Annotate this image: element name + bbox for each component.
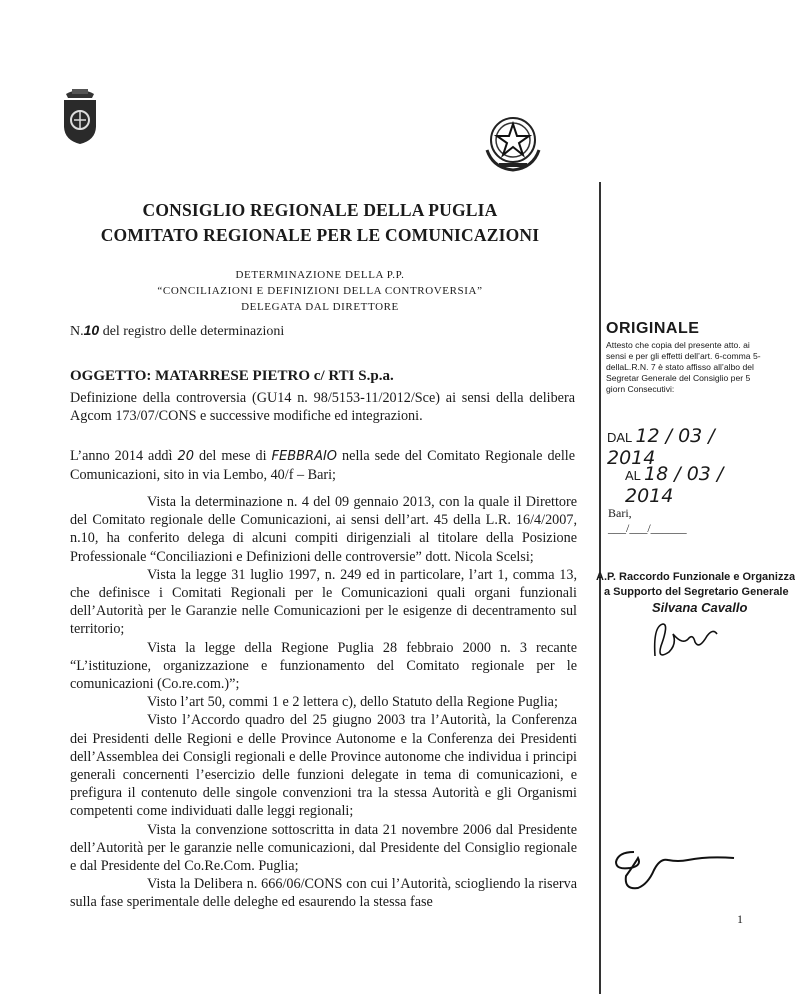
institution-title: CONSIGLIO REGIONALE DELLA PUGLIA <box>142 200 498 220</box>
original-note: Attesto che copia del presente atto. ai sensi e per gli effetti dell’art. 6-comma 5-dellaL.R.N. 7 è stato affisso all’albo del Segretar Generale del Consiglio per 5 giorn Consecutivi: <box>606 340 761 394</box>
subject-label: OGGETTO: MATARRESE PIETRO c/ RTI S.p.a. <box>70 368 394 384</box>
signature-icon <box>643 616 723 666</box>
al-label: AL <box>625 468 641 483</box>
dal-label: DAL <box>607 430 632 445</box>
register-value: 10 <box>83 322 100 338</box>
register-suffix: del registro delle determinazioni <box>102 324 285 339</box>
determination-line: DETERMINAZIONE DELLA P.P. <box>235 269 405 281</box>
date-mid: del mese di <box>199 448 267 464</box>
dal-date: 12 / 03 / 2014 <box>607 425 715 469</box>
paragraph: Visto l’Accordo quadro del 25 giugno 2003 tra l’Autorità, la Conferenza dei Presidenti delle Regioni e delle Province Autonome e la Conferenza dei Presidenti dell’Assemblea dei Consigli regionali e delle Province autonome che individua i principi generali concernenti l’esercizio delle funzioni delegate in tema di comunicazioni, e prefigura il contenuto delle singole convenzioni tra la stessa Autorità e gli Organismi competenti come individuati dalle leggi regionali; <box>70 712 577 820</box>
register-prefix: N. <box>70 324 84 339</box>
page-number: 1 <box>737 912 743 926</box>
paragraph: Visto l’art 50, commi 1 e 2 lettera c), dello Statuto della Regione Puglia; <box>147 694 558 711</box>
stamp-line: a Supporto del Segretario Generale <box>604 586 789 598</box>
body-paragraphs <box>70 493 577 912</box>
initials-signature-icon <box>608 838 738 898</box>
margin-rule <box>599 182 601 994</box>
al-date: 18 / 03 / 2014 <box>625 463 724 507</box>
date-month: FEBBRAIO <box>271 449 338 464</box>
register-number <box>70 322 284 340</box>
bari-label: Bari, <box>608 506 632 520</box>
stamp-line: A.P. Raccordo Funzionale e Organizza <box>596 571 795 583</box>
date-post: nella sede del Comitato Regionale delle Comunicazioni, sito in via Lembo, 40/f – Bari; <box>70 448 576 484</box>
determination-line: “CONCILIAZIONI E DEFINIZIONI DELLA CONTROVERSIA” <box>157 285 483 297</box>
paragraph: Vista la Delibera n. 666/06/CONS con cui l’Autorità, sciogliendo la riserva sulla fase sperimentale delle deleghe ed esaurendo la stessa fase <box>70 876 577 911</box>
paragraph: Vista la convenzione sottoscritta in data 21 novembre 2006 dal Presidente dell’Autorità per le garanzie nelle comunicazioni, dal Presidente del Consiglio regionale e dal Presidente del Co.Re.Com. Puglia; <box>70 821 577 875</box>
paragraph: Vista la determinazione n. 4 del 09 gennaio 2013, con la quale il Direttore del Comitato regionale delle Comunicazioni, ai sensi dell’art. 45 della L.R. 16/4/2007, n.10, ha conferito delega di alcuni compiti dirigenziali al titolare della Posizione Professionale “Conciliazioni e Definizioni delle controversie” dott. Nicola Scelsi; <box>70 494 577 565</box>
date-day: 20 <box>177 449 194 464</box>
date-pre: L’anno 2014 addì <box>70 448 173 464</box>
original-title: ORIGINALE <box>606 320 700 337</box>
subject-text: Definizione della controversia (GU14 n. 98/5153-11/2012/Sce) ai sensi della delibera Agcom 173/07/CONS e successive modifiche ed integrazioni. <box>70 390 575 425</box>
republic-emblem-icon <box>473 110 553 174</box>
paragraph: Vista la legge 31 luglio 1997, n. 249 ed in particolare, l’art 1, comma 13, che definisce i Comitati Regionali per le Comunicazioni quali organi funzionali dell’Autorità per le Garanzie nelle Comunicazioni per le esigenze di decentramento sul territorio; <box>70 566 577 638</box>
stamp-name: Silvana Cavallo <box>652 600 748 615</box>
coat-of-arms-icon <box>58 86 102 146</box>
date-line <box>70 447 575 484</box>
determination-line: DELEGATA DAL DIRETTORE <box>241 301 399 313</box>
paragraph: Vista la legge della Regione Puglia 28 febbraio 2000 n. 3 recante “L’istituzione, organizzazione e funzionamento del Comitato regionale per le comunicazioni (Co.re.com.)”; <box>70 639 577 693</box>
bari-line <box>608 506 687 536</box>
posting-end <box>625 463 768 507</box>
bari-date: ___/___/______ <box>608 521 687 535</box>
committee-title: COMITATO REGIONALE PER LE COMUNICAZIONI <box>100 225 540 245</box>
